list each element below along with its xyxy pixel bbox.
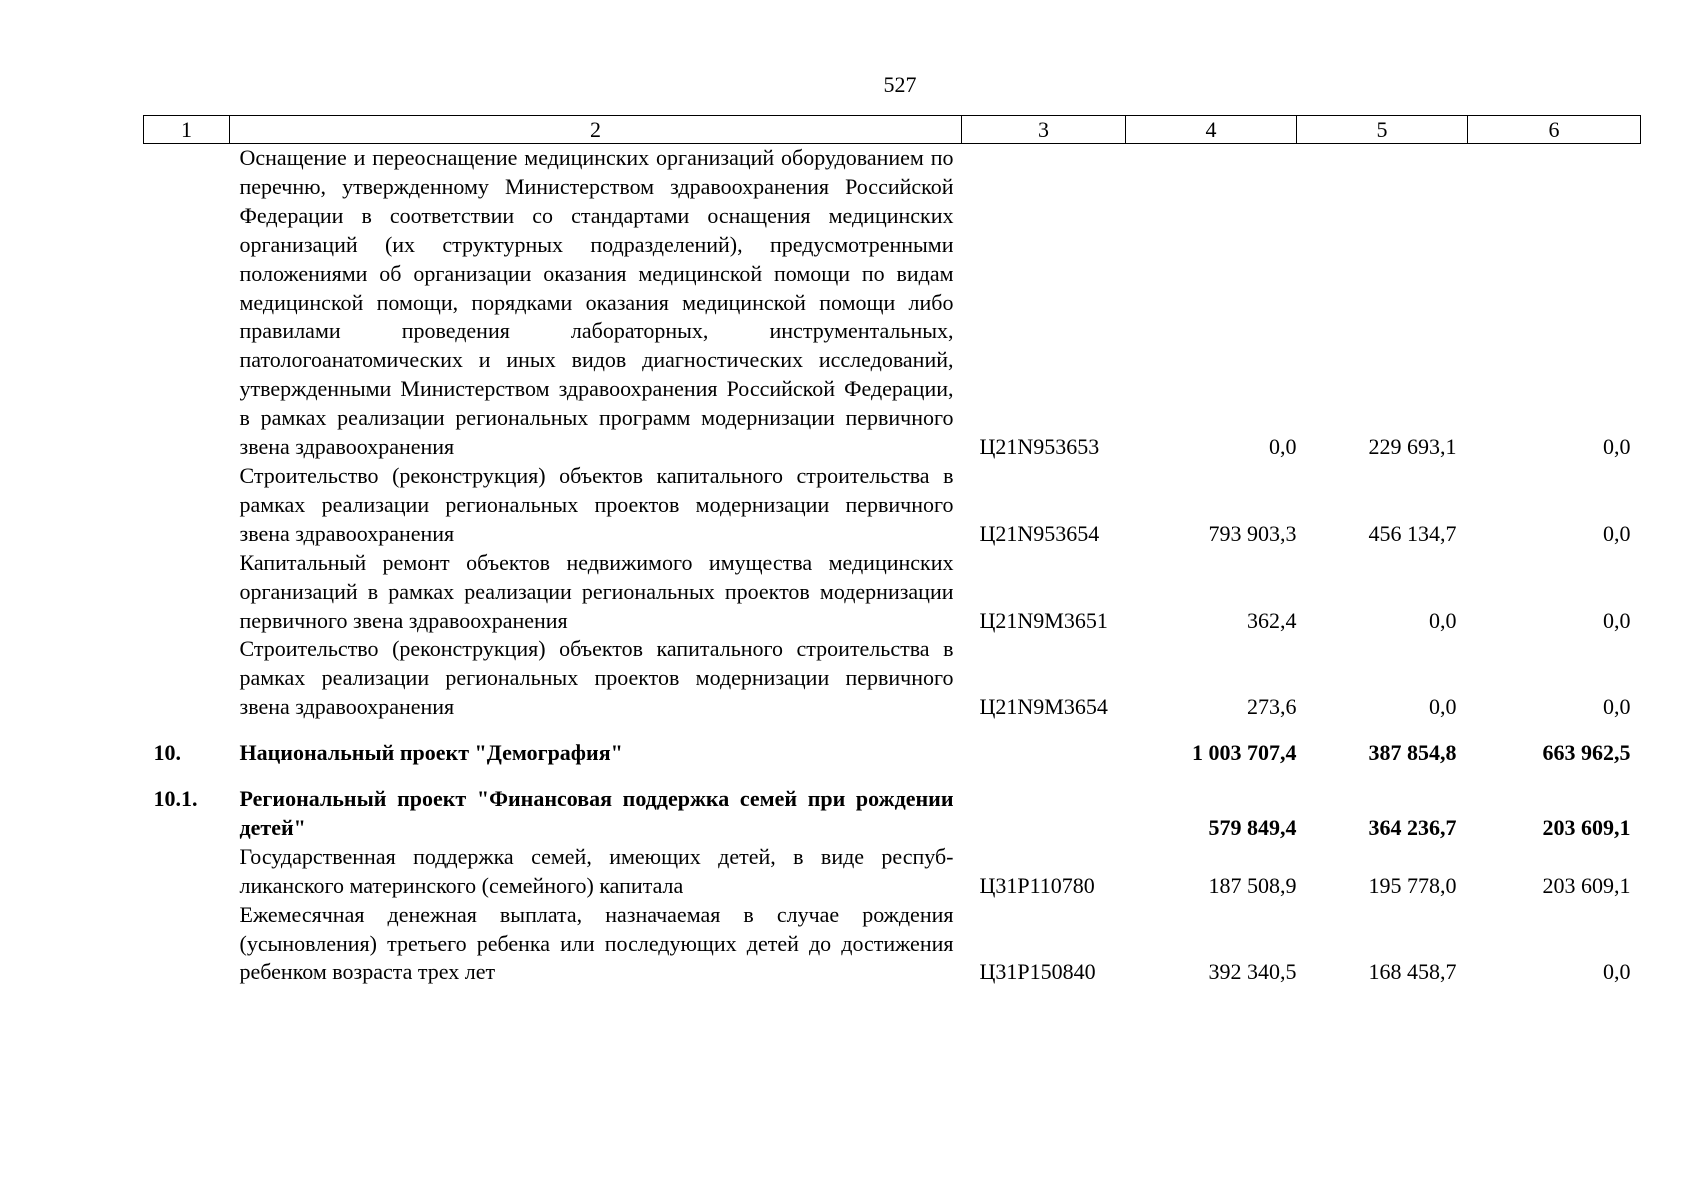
section-total-col5: 387 854,8 xyxy=(1368,740,1457,766)
row-code: Ц31P110780 xyxy=(979,872,1095,898)
section-number: 10. xyxy=(153,740,181,766)
table-row xyxy=(144,901,1641,988)
table-row xyxy=(144,462,1641,549)
table-header-row xyxy=(144,116,1641,144)
budget-table-container xyxy=(143,115,1640,987)
column-header-6: 6 xyxy=(1468,116,1641,144)
subsection-total-col5: 364 236,7 xyxy=(1368,814,1457,840)
section-row xyxy=(144,722,1641,768)
row-number xyxy=(144,462,230,549)
row-name: Государственная поддержка семей, имеющих детей, в виде республиканского материнского (семейного) капитала xyxy=(239,843,954,898)
row-amount-col5: 456 134,7 xyxy=(1368,520,1457,546)
row-amount-col4: 273,6 xyxy=(1247,694,1297,720)
row-number xyxy=(144,144,230,462)
section-total-col6: 663 962,5 xyxy=(1542,740,1631,766)
row-amount-col4: 0,0 xyxy=(1269,434,1297,460)
table-row xyxy=(144,144,1641,462)
row-code: Ц21N9M3654 xyxy=(979,694,1108,720)
row-amount-col6: 0,0 xyxy=(1603,607,1631,633)
page-number: 527 xyxy=(883,72,917,97)
column-header-1: 1 xyxy=(144,116,230,144)
row-name: Ежемесячная денежная выплата, назначаемая в случае рождения (усыновления) третьего ребенка или последующих детей до достижения ребенком возраста трех лет xyxy=(239,901,954,985)
row-number xyxy=(144,843,230,901)
column-header-5: 5 xyxy=(1297,116,1468,144)
subsection-code xyxy=(962,768,1126,843)
row-amount-col6: 0,0 xyxy=(1603,959,1631,985)
row-amount-col6: 0,0 xyxy=(1603,520,1631,546)
column-header-2: 2 xyxy=(230,116,962,144)
row-name: Строительство (реконструкция) объектов капитального строительства в рамках реализации региональных проектов модернизации первичного звена здравоохранения xyxy=(239,462,954,546)
row-name: Строительство (реконструкция) объектов капитального строительства в рамках реализации региональных проектов модернизации первичного звена здравоохранения xyxy=(239,636,954,720)
subsection-total-col6: 203 609,1 xyxy=(1542,814,1631,840)
row-code: Ц31P150840 xyxy=(979,959,1096,985)
row-code: Ц21N953654 xyxy=(979,520,1100,546)
row-amount-col6: 203 609,1 xyxy=(1542,872,1631,898)
row-amount-col5: 195 778,0 xyxy=(1368,872,1457,898)
row-code: Ц21N9M3651 xyxy=(979,607,1108,633)
row-name: Оснащение и переоснащение медицинских организаций оборудованием по перечню, утвержденному Министерством здравоохранения Российской Федерации в соответствии со стандартами оснащения медицинских организаций (их структурных подразделений), предусмотренными положениями об организации оказания медицинской помощи по видам медицинской помощи, порядками оказания медицинской помощи либо правилами проведения лабораторных, инструментальных, патологоанатомических и иных видов диагностических исследований, утвержденными Министерством здравоохранения Российской Федерации, в рамках реализации региональных программ модернизации первичного звена здравоохранения xyxy=(239,145,954,460)
row-amount-col4: 793 903,3 xyxy=(1208,520,1297,546)
row-amount-col6: 0,0 xyxy=(1603,434,1631,460)
section-name: Национальный проект "Демография" xyxy=(239,740,623,766)
row-name: Капитальный ремонт объектов недвижимого имущества медицинских организаций в рамках реализации региональных проектов модернизации первичного звена здравоохранения xyxy=(239,549,954,633)
table-row xyxy=(144,635,1641,722)
row-number xyxy=(144,901,230,988)
row-amount-col4: 392 340,5 xyxy=(1208,959,1297,985)
column-header-4: 4 xyxy=(1126,116,1297,144)
row-amount-col5: 0,0 xyxy=(1429,694,1457,720)
row-code: Ц21N953653 xyxy=(979,434,1100,460)
row-amount-col6: 0,0 xyxy=(1603,694,1631,720)
budget-table xyxy=(143,115,1641,987)
section-code xyxy=(962,722,1126,768)
section-total-col4: 1 003 707,4 xyxy=(1192,740,1297,766)
row-amount-col4: 362,4 xyxy=(1247,607,1297,633)
row-number xyxy=(144,635,230,722)
subsection-name: Региональный проект "Финансовая поддержка семей при рождении детей" xyxy=(239,786,954,840)
table-row xyxy=(144,549,1641,636)
column-header-3: 3 xyxy=(962,116,1126,144)
table-row xyxy=(144,843,1641,901)
row-amount-col5: 0,0 xyxy=(1429,607,1457,633)
subsection-total-col4: 579 849,4 xyxy=(1208,814,1297,840)
row-amount-col5: 168 458,7 xyxy=(1368,959,1457,985)
row-amount-col5: 229 693,1 xyxy=(1368,434,1457,460)
row-amount-col4: 187 508,9 xyxy=(1208,872,1297,898)
row-number xyxy=(144,549,230,636)
subsection-number: 10.1. xyxy=(153,786,198,812)
subsection-row xyxy=(144,768,1641,843)
